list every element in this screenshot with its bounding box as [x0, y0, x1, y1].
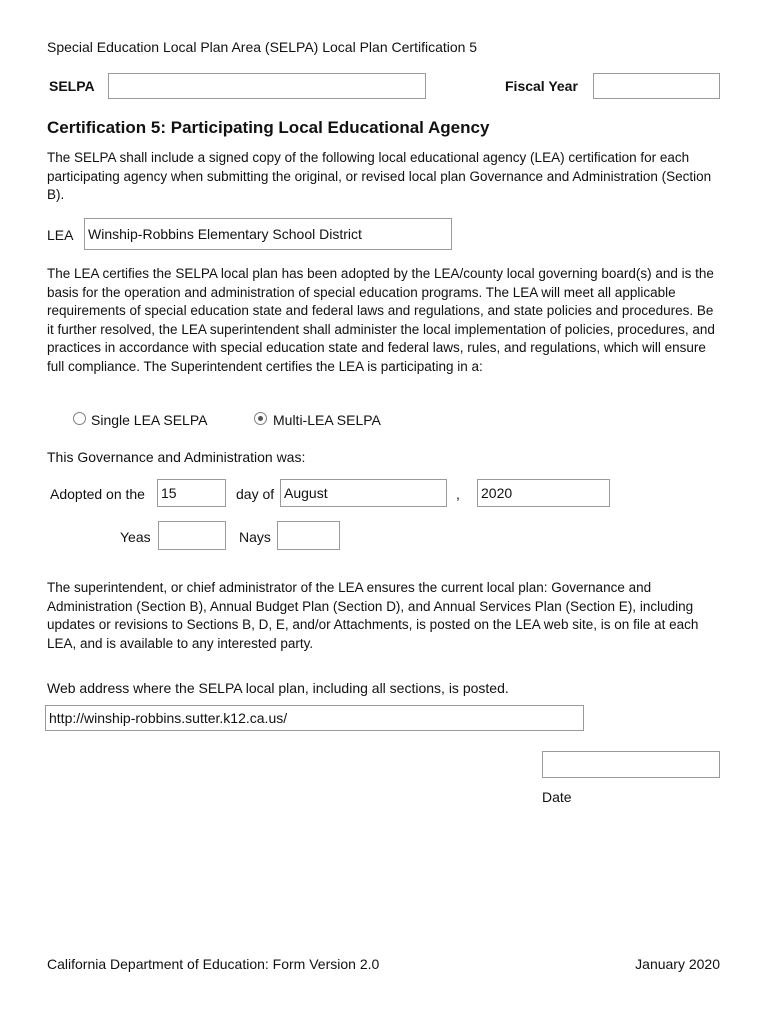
fiscal-year-input[interactable] [593, 73, 720, 99]
adopted-on-label: Adopted on the [50, 486, 145, 502]
posting-paragraph: The superintendent, or chief administrator of the LEA ensures the current local plan: Governance and Administration (Section B), Annual Budget Plan (Section D), and Annual Services Plan (Section E), including updates or revisions to Sections B, D, E, and/or Attachments, is posted on the LEA web site, is on file at each LEA, and is available to any interested party. [47, 580, 699, 651]
certification-paragraph: The LEA certifies the SELPA local plan has been adopted by the LEA/county local governing board(s) and is the basis for the operation and administration of special education programs. The LEA will meet all applicable requirements of special education state and federal laws and regulations, and state policies and procedures. Be it further resolved, the LEA superintendent shall administer the local implementation of policies, procedures, and practices in accordance with special education state and federal laws, rules, and regulations, which will ensure full compliance. The Superintendent certifies the LEA is participating in a: [47, 266, 715, 374]
multi-lea-label: Multi-LEA SELPA [273, 412, 381, 428]
footer-date: January 2020 [635, 956, 720, 972]
date-label: Date [542, 789, 572, 805]
nays-input[interactable] [277, 521, 340, 550]
intro-paragraph: The SELPA shall include a signed copy of the following local educational agency (LEA) certification for each participating agency when submitting the original, or revised local plan Governance and Administration (Section B). [47, 150, 712, 202]
fiscal-year-label: Fiscal Year [505, 78, 578, 94]
selpa-input[interactable] [108, 73, 426, 99]
single-lea-label: Single LEA SELPA [91, 412, 208, 428]
footer-form-version: California Department of Education: Form Version 2.0 [47, 956, 380, 972]
month-input[interactable] [280, 479, 447, 507]
web-address-label: Web address where the SELPA local plan, including all sections, is posted. [47, 680, 509, 696]
year-input[interactable] [477, 479, 610, 507]
lea-input[interactable] [84, 218, 452, 250]
comma-separator: , [456, 486, 460, 502]
multi-lea-radio[interactable] [254, 412, 267, 425]
adoption-intro: This Governance and Administration was: [47, 449, 306, 465]
nays-label: Nays [239, 529, 271, 545]
lea-label: LEA [47, 227, 74, 243]
section-heading: Certification 5: Participating Local Educational Agency [47, 118, 490, 137]
single-lea-radio[interactable] [73, 412, 86, 425]
day-of-label: day of [236, 486, 275, 502]
web-address-input[interactable] [45, 705, 584, 731]
date-input[interactable] [542, 751, 720, 778]
form-top-title: Special Education Local Plan Area (SELPA) Local Plan Certification 5 [47, 39, 478, 55]
selpa-label: SELPA [49, 78, 95, 94]
yeas-label: Yeas [120, 529, 151, 545]
day-input[interactable] [157, 479, 226, 507]
yeas-input[interactable] [158, 521, 226, 550]
